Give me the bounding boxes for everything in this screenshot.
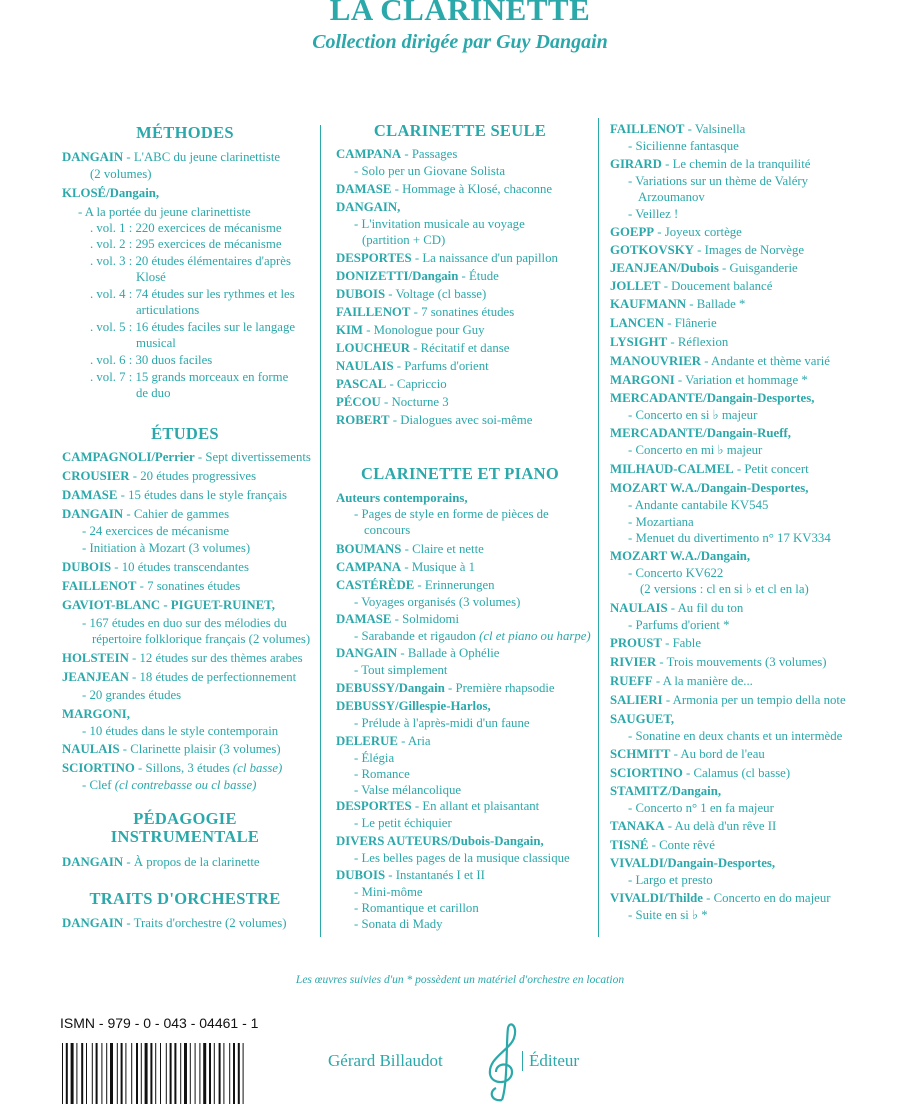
list-item: GOTKOVSKY - Images de Norvège — [610, 243, 805, 257]
ismn-code: ISMN - 979 - 0 - 043 - 04461 - 1 — [60, 1015, 259, 1031]
barcode-bar — [92, 1043, 93, 1104]
barcode-bar — [106, 1043, 107, 1104]
list-item: - Solo per un Giovane Solista — [354, 164, 506, 178]
barcode-bar — [214, 1043, 215, 1104]
list-item: - Menuet du divertimento n° 17 KV334 — [628, 531, 831, 545]
list-item: - Concerto KV622 — [628, 566, 724, 580]
page-subtitle: Collection dirigée par Guy Dangain — [312, 31, 608, 53]
list-item: - Sicilienne fantasque — [628, 139, 739, 153]
list-item: MARGONI - Variation et hommage * — [610, 373, 808, 387]
barcode-bar — [110, 1043, 113, 1104]
list-item: NAULAIS - Au fil du ton — [610, 601, 744, 615]
list-item: MANOUVRIER - Andante et thème varié — [610, 354, 830, 368]
footnote: Les œuvres suivies d'un * possèdent un matériel d'orchestre en location — [295, 974, 625, 986]
section-heading-pedagogie — [60, 810, 310, 846]
barcode-bar — [209, 1043, 211, 1104]
list-item: - Concerto n° 1 en fa majeur — [628, 801, 774, 815]
list-item: Klosé — [136, 270, 166, 284]
list-item: MERCADANTE/Dangain-Desportes, — [610, 391, 815, 405]
list-item: VIVALDI/Dangain-Desportes, — [610, 856, 776, 870]
list-item: KLOSÉ/Dangain, — [62, 186, 160, 200]
page-title: LA CLARINETTE — [329, 0, 591, 27]
list-item: - Clef (cl contrebasse ou cl basse) — [82, 778, 257, 792]
list-item: LYSIGHT - Réflexion — [610, 335, 729, 349]
list-item: CASTÉRÈDE - Erinnerungen — [336, 578, 495, 592]
list-item: BOUMANS - Claire et nette — [336, 542, 484, 556]
list-item: articulations — [136, 303, 200, 317]
section-heading-pedagogie-line2: INSTRUMENTALE — [110, 827, 260, 846]
list-item: DANGAIN - Cahier de gammes — [62, 507, 230, 521]
list-item: - Tout simplement — [354, 663, 448, 677]
list-item: . vol. 1 : 220 exercices de mécanisme — [90, 221, 282, 235]
list-item: - Pages de style en forme de pièces de — [354, 507, 549, 521]
barcode-bar — [141, 1043, 142, 1104]
list-item: STAMITZ/Dangain, — [610, 784, 722, 798]
list-item: - Andante cantabile KV545 — [628, 498, 769, 512]
barcode-bar — [160, 1043, 161, 1104]
list-item: . vol. 2 : 295 exercices de mécanisme — [90, 237, 282, 251]
list-item: MOZART W.A./Dangain-Desportes, — [610, 481, 809, 495]
barcode-bar — [121, 1043, 123, 1104]
list-item: ROBERT - Dialogues avec soi-même — [336, 413, 533, 427]
list-item: VIVALDI/Thilde - Concerto en do majeur — [610, 891, 831, 905]
list-item: de duo — [136, 386, 171, 400]
list-item: - Veillez ! — [628, 207, 679, 221]
list-item: Auteurs contemporains, — [336, 491, 468, 505]
list-item: PÉCOU - Nocturne 3 — [336, 395, 449, 409]
list-item: PROUST - Fable — [610, 636, 701, 650]
list-item: répertoire folklorique français (2 volumes) — [92, 632, 311, 646]
barcode-bar — [219, 1043, 221, 1104]
list-item: - Mini-môme — [354, 885, 423, 899]
list-item: DANGAIN, — [336, 200, 401, 214]
list-item: DESPORTES - La naissance d'un papillon — [336, 251, 558, 265]
column-divider-right — [598, 118, 599, 937]
barcode-bar — [117, 1043, 118, 1104]
list-item: NAULAIS - Clarinette plaisir (3 volumes) — [62, 742, 281, 756]
list-item: DEBUSSY/Dangain - Première rhapsodie — [336, 681, 555, 695]
list-item: DANGAIN - Ballade à Ophélie — [336, 646, 500, 660]
list-item: - Initiation à Mozart (3 volumes) — [82, 541, 251, 555]
barcode-bar — [233, 1043, 235, 1104]
list-item: TANAKA - Au delà d'un rêve II — [610, 819, 777, 833]
list-item: DUBOIS - Instantanés I et II — [336, 868, 485, 882]
list-item: - Prélude à l'après-midi d'un faune — [354, 716, 530, 730]
barcode-bar — [190, 1043, 191, 1104]
section-heading-methodes: MÉTHODES — [136, 123, 234, 142]
list-item: DAMASE - Hommage à Klosé, chaconne — [336, 182, 553, 196]
list-item: - Sarabande et rigaudon (cl et piano ou harpe) — [354, 629, 591, 643]
publisher-role: Éditeur — [522, 1051, 579, 1071]
barcode-bar — [150, 1043, 152, 1104]
list-item: DAMASE - 15 études dans le style français — [62, 488, 287, 502]
barcode-bar — [174, 1043, 176, 1104]
list-item: RIVIER - Trois mouvements (3 volumes) — [610, 655, 827, 669]
list-item: KIM - Monologue pour Guy — [336, 323, 485, 337]
list-item: - Variations sur un thème de Valéry — [628, 174, 809, 188]
list-item: Arzoumanov — [638, 190, 705, 204]
barcode-bar — [199, 1043, 200, 1104]
list-item: KAUFMANN - Ballade * — [610, 297, 746, 311]
list-item: DONIZETTI/Dangain - Étude — [336, 269, 499, 283]
list-item: DANGAIN - L'ABC du jeune clarinettiste — [62, 150, 281, 164]
list-item: - Sonatine en deux chants et un intermède — [628, 729, 843, 743]
barcode-bar — [184, 1043, 187, 1104]
list-item: CAMPAGNOLI/Perrier - Sept divertissements — [62, 450, 311, 464]
list-item: . vol. 6 : 30 duos faciles — [90, 353, 213, 367]
list-item: LOUCHEUR - Récitatif et danse — [336, 341, 510, 355]
list-item: JEANJEAN - 18 études de perfectionnement — [62, 670, 297, 684]
list-item: CROUSIER - 20 études progressives — [62, 469, 257, 483]
list-item: - Le petit échiquier — [354, 816, 452, 830]
list-item: - Romance — [354, 767, 410, 781]
barcode-bar — [66, 1043, 68, 1104]
list-item: (partition + CD) — [362, 233, 446, 247]
list-item: - Suite en si ♭ * — [628, 908, 708, 922]
list-item: CAMPANA - Passages — [336, 147, 458, 161]
list-item: DUBOIS - Voltage (cl basse) — [336, 287, 487, 301]
section-heading-etudes: ÉTUDES — [151, 424, 219, 443]
list-item: SCIORTINO - Sillons, 3 études (cl basse) — [62, 761, 283, 775]
list-item: MILHAUD-CALMEL - Petit concert — [610, 462, 809, 476]
list-item: GAVIOT-BLANC - PIGUET-RUINET, — [62, 598, 275, 612]
list-item: NAULAIS - Parfums d'orient — [336, 359, 489, 373]
list-item: PASCAL - Capriccio — [336, 377, 447, 391]
list-item: - L'invitation musicale au voyage — [354, 217, 525, 231]
barcode-bar — [203, 1043, 206, 1104]
barcode-bar — [125, 1043, 126, 1104]
barcode-bar — [71, 1043, 74, 1104]
barcode-bar — [170, 1043, 172, 1104]
section-heading-pedagogie-line1: PÉDAGOGIE — [133, 809, 237, 828]
list-item: - Les belles pages de la musique classique — [354, 851, 570, 865]
barcode-bar — [62, 1043, 63, 1104]
barcode-bar — [86, 1043, 87, 1104]
barcode-bar — [76, 1043, 77, 1104]
list-item: (2 versions : cl en si ♭ et cl en la) — [640, 582, 809, 596]
list-item: . vol. 7 : 15 grands morceaux en forme — [90, 370, 289, 384]
barcode-bar — [180, 1043, 181, 1104]
section-heading-clarinette-piano: CLARINETTE ET PIANO — [361, 464, 559, 483]
list-item: - Concerto en mi ♭ majeur — [628, 443, 763, 457]
list-item: - Valse mélancolique — [354, 783, 462, 797]
list-item: - Romantique et carillon — [354, 901, 479, 915]
barcode-bar — [243, 1043, 244, 1104]
barcode-bar — [223, 1043, 224, 1104]
list-item: RUEFF - A la manière de... — [610, 674, 753, 688]
list-item: - Voyages organisés (3 volumes) — [354, 595, 521, 609]
publisher-name: Gérard Billaudot — [328, 1051, 443, 1070]
list-item: SALIERI - Armonia per un tempio della note — [610, 693, 846, 707]
list-item: - Mozartiana — [628, 515, 694, 529]
list-item: SAUGUET, — [610, 712, 675, 726]
list-item: - Élégia — [354, 751, 395, 765]
list-item: DANGAIN - Traits d'orchestre (2 volumes) — [62, 916, 287, 930]
list-item: - Largo et presto — [628, 873, 713, 887]
list-item: MOZART W.A./Dangain, — [610, 549, 751, 563]
list-item: DIVERS AUTEURS/Dubois-Dangain, — [336, 834, 544, 848]
list-item: DESPORTES - En allant et plaisantant — [336, 799, 540, 813]
list-item: - 167 études en duo sur des mélodies du — [82, 616, 287, 630]
list-item: - Sonata di Mady — [354, 917, 443, 931]
list-item: DEBUSSY/Gillespie-Harlos, — [336, 699, 491, 713]
list-item: - 20 grandes études — [82, 688, 182, 702]
list-item: SCIORTINO - Calamus (cl basse) — [610, 766, 791, 780]
barcode-bar — [238, 1043, 240, 1104]
list-item: DUBOIS - 10 études transcendantes — [62, 560, 249, 574]
list-item: . vol. 5 : 16 études faciles sur le langage — [90, 320, 296, 334]
list-item: DANGAIN - À propos de la clarinette — [62, 855, 260, 869]
treble-clef-icon — [478, 1022, 522, 1104]
list-item: FAILLENOT - 7 sonatines études — [62, 579, 241, 593]
list-item: - A la portée du jeune clarinettiste — [78, 205, 251, 219]
list-item: LANCEN - Flânerie — [610, 316, 717, 330]
barcode-bar — [96, 1043, 98, 1104]
list-item: - Parfums d'orient * — [628, 618, 730, 632]
barcode-bar — [229, 1043, 230, 1104]
barcode-bar — [145, 1043, 148, 1104]
list-item: JEANJEAN/Dubois - Guisganderie — [610, 261, 798, 275]
list-item: - Concerto en si ♭ majeur — [628, 408, 758, 422]
list-item: musical — [136, 336, 176, 350]
list-item: . vol. 3 : 20 études élémentaires d'après — [90, 254, 291, 268]
section-heading-traits: TRAITS D'ORCHESTRE — [89, 889, 281, 908]
list-item: (2 volumes) — [90, 167, 152, 181]
list-item: concours — [364, 523, 411, 537]
barcode-bar — [136, 1043, 138, 1104]
list-item: SCHMITT - Au bord de l'eau — [610, 747, 765, 761]
list-item: DELERUE - Aria — [336, 734, 431, 748]
list-item: . vol. 4 : 74 études sur les rythmes et les — [90, 287, 295, 301]
list-item: MARGONI, — [62, 707, 130, 721]
barcode-bar — [195, 1043, 196, 1104]
column-divider-left — [320, 125, 321, 937]
list-item: HOLSTEIN - 12 études sur des thèmes arabes — [62, 651, 303, 665]
barcode-bar — [166, 1043, 167, 1104]
list-item: - 24 exercices de mécanisme — [82, 524, 230, 538]
barcode-bar — [101, 1043, 102, 1104]
list-item: CAMPANA - Musique à 1 — [336, 560, 476, 574]
list-item: DAMASE - Solmidomi — [336, 612, 460, 626]
barcode-bar — [81, 1043, 83, 1104]
barcode-bar — [155, 1043, 156, 1104]
list-item: FAILLENOT - 7 sonatines études — [336, 305, 515, 319]
list-item: TISNÉ - Conte rêvé — [610, 838, 715, 852]
section-heading-clarinette-seule: CLARINETTE SEULE — [373, 121, 547, 140]
list-item: GOEPP - Joyeux cortège — [610, 225, 742, 239]
list-item: JOLLET - Doucement balancé — [610, 279, 773, 293]
barcode-bar — [131, 1043, 132, 1104]
list-item: FAILLENOT - Valsinella — [610, 122, 746, 136]
list-item: - 10 études dans le style contemporain — [82, 724, 279, 738]
barcode-icon — [60, 1043, 280, 1104]
list-item: GIRARD - Le chemin de la tranquilité — [610, 157, 811, 171]
list-item: MERCADANTE/Dangain-Rueff, — [610, 426, 791, 440]
